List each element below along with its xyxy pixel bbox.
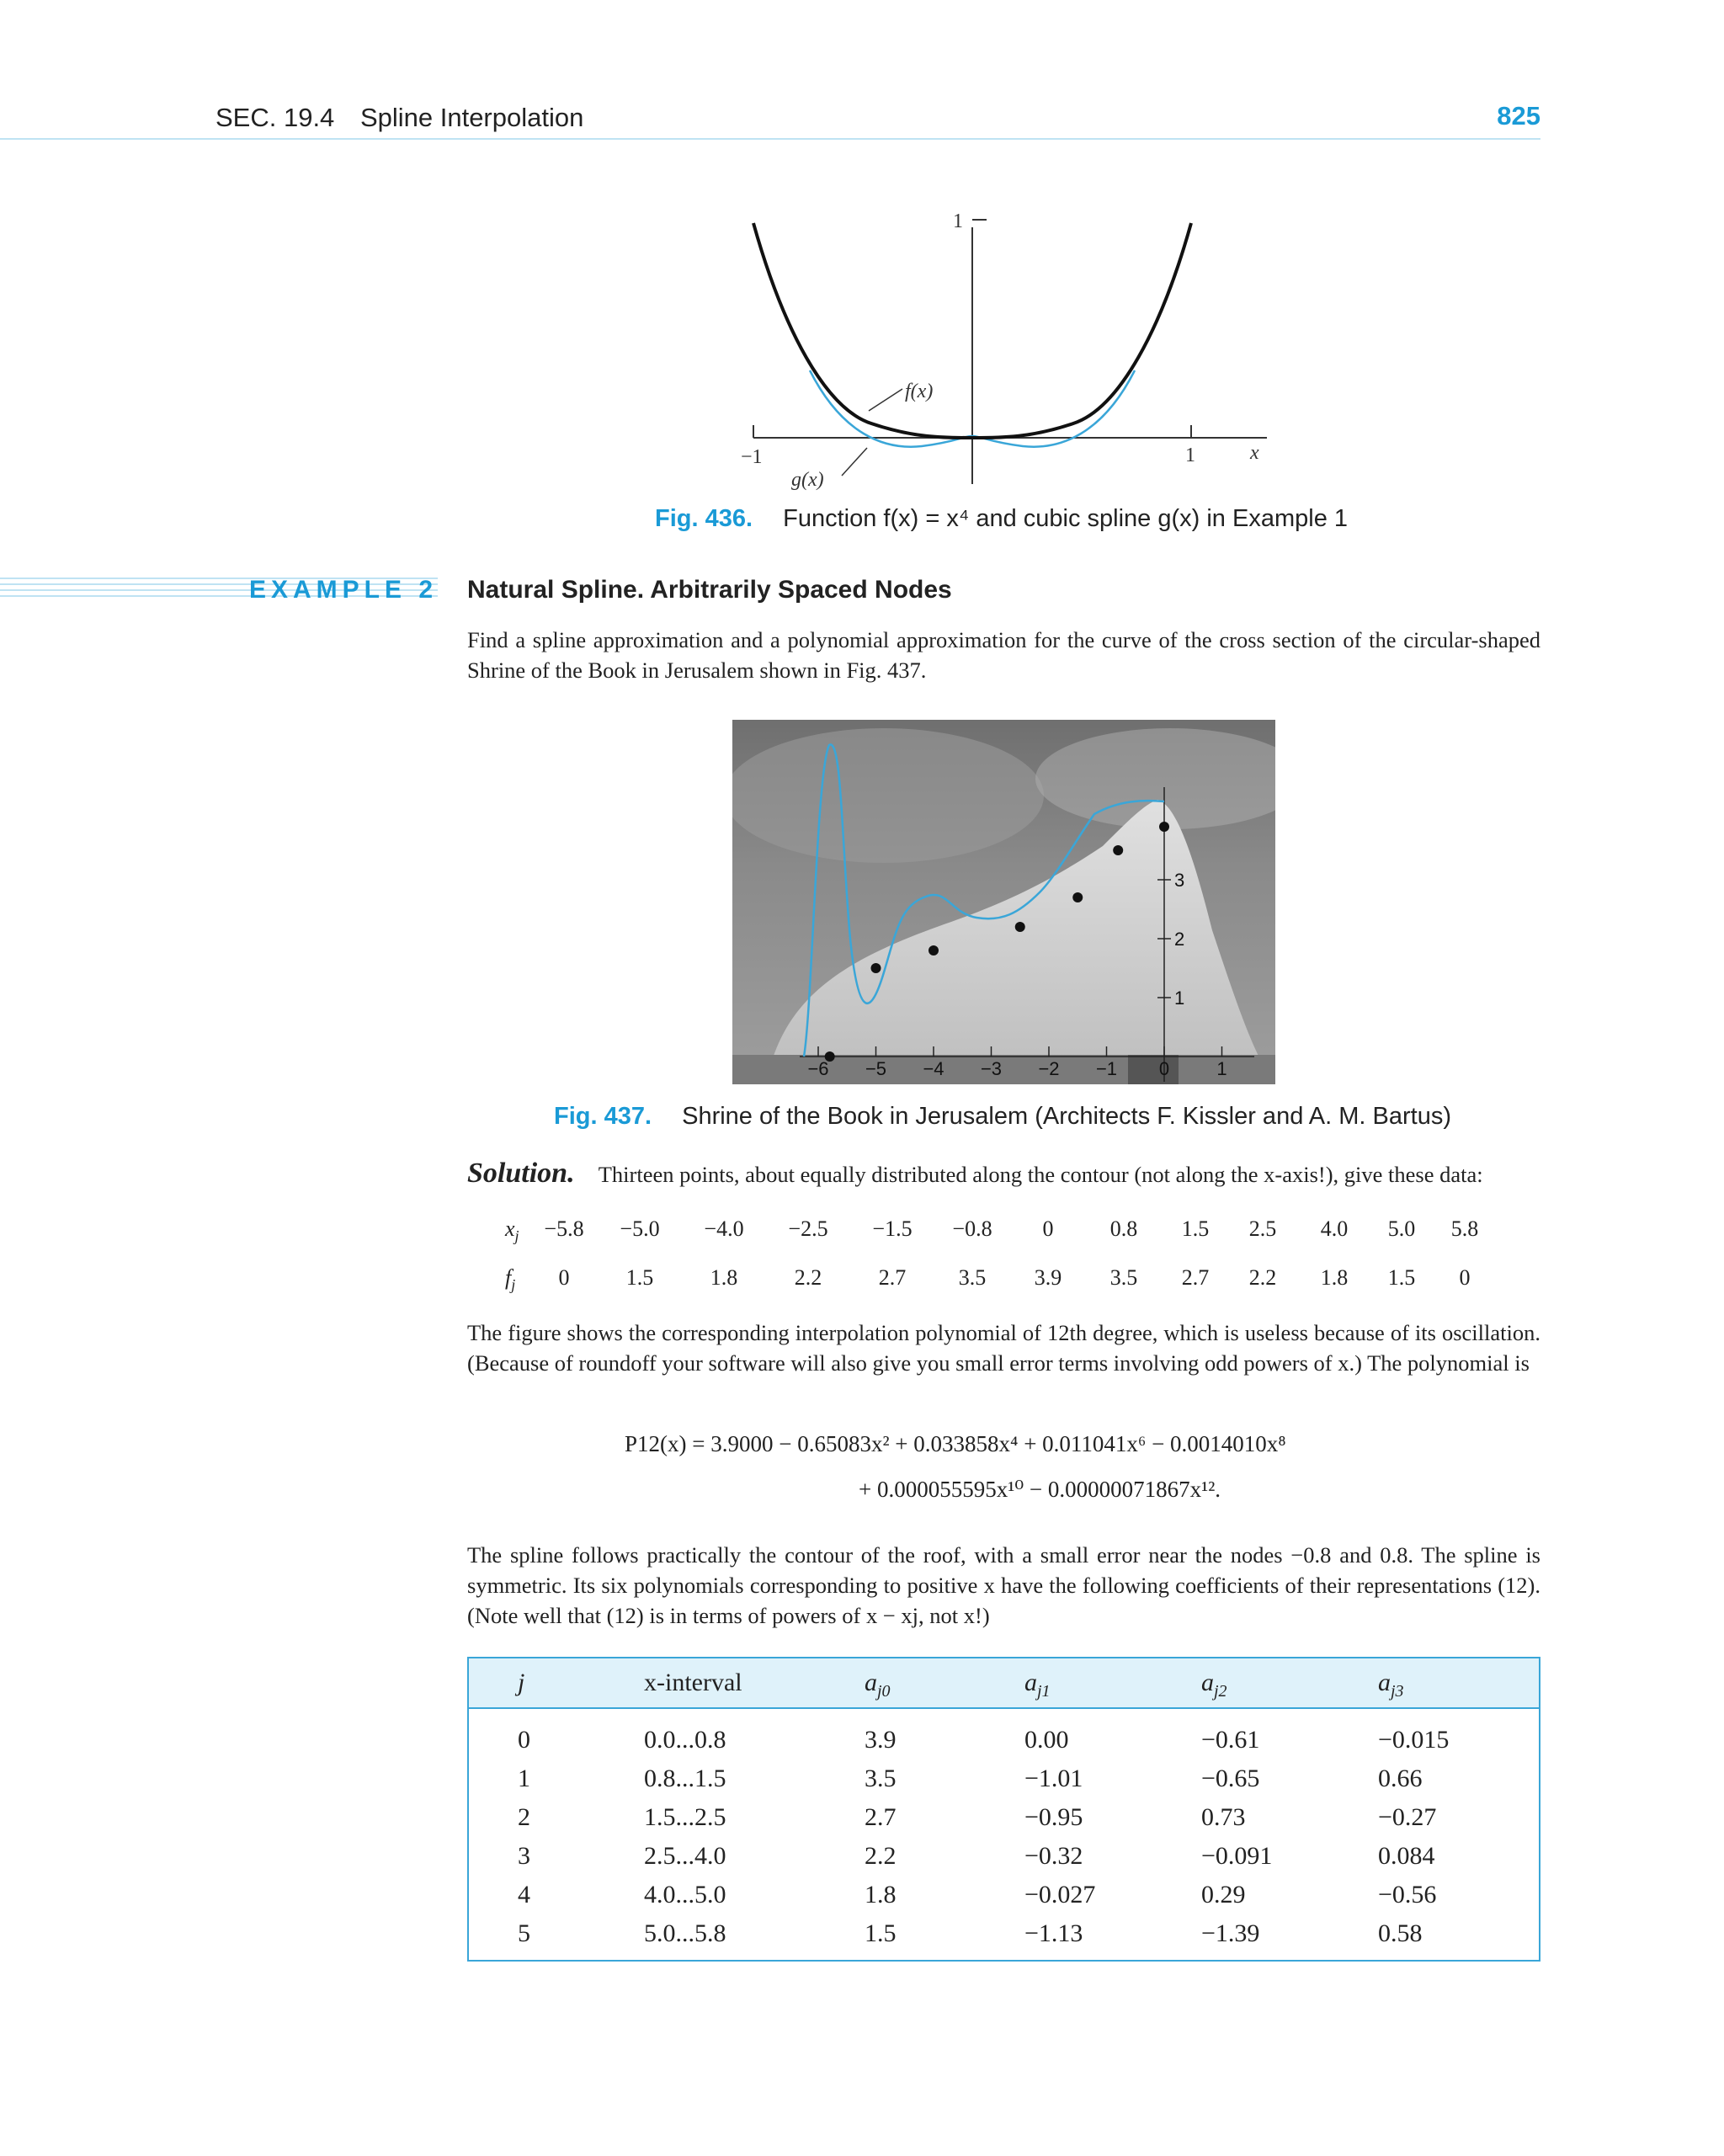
example-title: Natural Spline. Arbitrarily Spaced Nodes: [467, 576, 952, 604]
running-head: [216, 103, 583, 133]
fig437-caption: [554, 1103, 1451, 1131]
f-value: 1.8: [710, 1265, 738, 1290]
f-value: 3.5: [1109, 1265, 1138, 1290]
equation-line-2: + 0.000055595x¹⁰ − 0.00000071867x¹².: [859, 1477, 1221, 1502]
x-value: −0.8: [952, 1216, 992, 1241]
coef-table-row: [469, 1765, 1539, 1803]
fig437-caption-text: Shrine of the Book in Jerusalem (Architects F. Kissler and A. M. Bartus): [682, 1103, 1451, 1130]
x-tick-label: 0: [1158, 1058, 1170, 1079]
row-label-f: $f_j$: [505, 1265, 516, 1294]
coef-table-cell: −0.027: [1024, 1881, 1096, 1908]
x-value: 5.8: [1450, 1216, 1479, 1241]
coef-table-cell: 0.73: [1201, 1803, 1246, 1831]
fig437-label: Fig. 437.: [554, 1103, 652, 1130]
f-value: 3.9: [1034, 1265, 1062, 1290]
row-label-x: $x_j$: [505, 1216, 519, 1245]
f-value: 2.7: [1181, 1265, 1210, 1290]
pointer-g: [842, 448, 867, 476]
section-title: Spline Interpolation: [359, 103, 584, 132]
coef-table-cell: 1.5...2.5: [644, 1803, 726, 1831]
f-value: 2.7: [878, 1265, 907, 1290]
coef-table-cell: 1: [518, 1765, 530, 1792]
pointer-f: [869, 389, 902, 411]
example-label: EXAMPLE 2: [249, 576, 439, 604]
y-tick-label: 2: [1174, 929, 1185, 950]
coef-table-cell: 4.0...5.0: [644, 1881, 726, 1908]
coef-table-cell: −1.01: [1024, 1765, 1083, 1792]
x-tick-label: 1: [1216, 1058, 1227, 1079]
data-point: [1159, 822, 1169, 832]
solution-text: Thirteen points, about equally distributed along the contour (not along the x-axis!), give these data:: [598, 1162, 1483, 1187]
coef-table-cell: 0.29: [1201, 1881, 1246, 1908]
coef-table-cell: 1.8: [865, 1881, 897, 1908]
paragraph-polynomial: The figure shows the corresponding interpolation polynomial of 12th degree, which is useless because of its oscillation. (Because of roundoff your software will also give you small error terms involving odd powers of x.) The polynomial is: [467, 1320, 1540, 1376]
page-number: 825: [1497, 101, 1540, 130]
data-point: [871, 963, 881, 973]
f-value: 1.5: [625, 1265, 654, 1290]
coef-table-cell: 0.66: [1378, 1765, 1423, 1792]
coef-table-cell: 2.7: [865, 1803, 897, 1831]
x-value: −2.5: [788, 1216, 828, 1241]
f-value: 2.2: [1248, 1265, 1277, 1290]
data-point: [1072, 892, 1083, 902]
coefficient-table-header: [469, 1658, 1539, 1709]
f-value: 2.2: [794, 1265, 822, 1290]
coef-table-row: [469, 1842, 1539, 1881]
x-value: 2.5: [1248, 1216, 1277, 1241]
coef-table-row: [469, 1803, 1539, 1842]
x-tick-label: −2: [1038, 1058, 1060, 1079]
x-tick-label: −5: [865, 1058, 887, 1079]
coef-table-cell: 4: [518, 1881, 530, 1908]
example-intro: Find a spline approximation and a polynomial approximation for the curve of the cross section of the circular-shaped Shrine of the Book in Jerusalem shown in Fig. 437.: [467, 627, 1540, 683]
coef-table-row: [469, 1919, 1539, 1958]
data-point: [1015, 922, 1025, 932]
x-value: 5.0: [1387, 1216, 1416, 1241]
coef-table-row: [469, 1726, 1539, 1765]
dark-band: [1128, 1055, 1179, 1084]
equation-line-1: P12(x) = 3.9000 − 0.65083x² + 0.033858x⁴ + 0.011041x⁶ − 0.0014010x⁸: [625, 1431, 1286, 1456]
coef-table-cell: 3.9: [865, 1726, 897, 1754]
fig436-caption: [655, 505, 1348, 533]
x-value: 0.8: [1109, 1216, 1138, 1241]
coef-table-cell: 1.5: [865, 1919, 897, 1947]
x-value: −5.8: [544, 1216, 584, 1241]
x-value: 1.5: [1181, 1216, 1210, 1241]
coef-table-cell: 0.8...1.5: [644, 1765, 726, 1792]
coef-table-cell: −0.27: [1378, 1803, 1437, 1831]
coef-table-cell: 0.58: [1378, 1919, 1423, 1947]
coef-table-cell: −0.65: [1201, 1765, 1260, 1792]
section-number: SEC. 19.4: [216, 103, 335, 132]
paragraph-spline: The spline follows practically the contour of the roof, with a small error near the nodes −0.8 and 0.8. The spline is symmetric. Its six polynomials corresponding to positive x have the following coefficients of their representations (12). (Note well that (12) is in terms of powers of x − xj, not x!): [467, 1542, 1540, 1628]
coef-table-cell: 2: [518, 1803, 530, 1831]
coef-table-row: [469, 1881, 1539, 1919]
coef-table-cell: 5.0...5.8: [644, 1919, 726, 1947]
x-value: 0: [1042, 1216, 1054, 1241]
data-point: [1113, 845, 1123, 855]
header-rule: [0, 138, 1540, 140]
coefficient-table: [467, 1657, 1540, 1962]
coef-table-cell: 3.5: [865, 1765, 897, 1792]
x-tick-label: −1: [1095, 1058, 1118, 1079]
fig436-caption-text: Function f(x) = x⁴ and cubic spline g(x) in Example 1: [783, 505, 1349, 532]
coef-header-cell: $a_{j0}$: [865, 1669, 891, 1701]
cloud: [732, 728, 1044, 863]
coef-header-cell: x-interval: [644, 1669, 742, 1696]
label-axis-x: x: [1250, 442, 1259, 464]
x-tick-label: −4: [923, 1058, 944, 1079]
label-neg1: −1: [741, 446, 763, 468]
coef-table-cell: 5: [518, 1919, 530, 1947]
figure-436: [724, 210, 1280, 497]
x-value: −4.0: [704, 1216, 744, 1241]
coef-table-cell: −1.39: [1201, 1919, 1260, 1947]
f-value: 1.5: [1387, 1265, 1416, 1290]
coef-table-cell: 0.00: [1024, 1726, 1069, 1754]
y-tick-label: 3: [1174, 870, 1185, 891]
label-pos1: 1: [1185, 445, 1195, 466]
coef-table-cell: 0: [518, 1726, 530, 1754]
coef-table-cell: 3: [518, 1842, 530, 1870]
x-value: −1.5: [872, 1216, 913, 1241]
solution-paragraph: [467, 1158, 1540, 1190]
f-value: 0: [558, 1265, 570, 1290]
label-f: f(x): [905, 381, 934, 402]
coef-table-cell: −1.13: [1024, 1919, 1083, 1947]
coef-header-cell: $a_{j3}$: [1378, 1669, 1404, 1701]
coef-table-cell: 2.5...4.0: [644, 1842, 726, 1870]
f-value: 1.8: [1320, 1265, 1349, 1290]
coef-table-cell: 0.084: [1378, 1842, 1435, 1870]
coef-table-cell: 2.2: [865, 1842, 897, 1870]
x-value: −5.0: [620, 1216, 660, 1241]
coef-header-cell: j: [518, 1669, 525, 1696]
fig436-label: Fig. 436.: [655, 505, 753, 532]
label-g: g(x): [791, 469, 824, 491]
x-tick-label: −6: [807, 1058, 829, 1079]
x-tick-label: −3: [980, 1058, 1003, 1079]
coef-table-cell: −0.56: [1378, 1881, 1437, 1908]
coef-header-cell: $a_{j2}$: [1201, 1669, 1227, 1701]
coef-table-cell: −0.091: [1201, 1842, 1273, 1870]
coef-table-cell: −0.015: [1378, 1726, 1450, 1754]
f-value: 0: [1459, 1265, 1471, 1290]
label-y1: 1: [953, 210, 963, 232]
coef-table-cell: −0.32: [1024, 1842, 1083, 1870]
x-value: 4.0: [1320, 1216, 1349, 1241]
figure-437-photo: [732, 720, 1275, 1084]
coef-table-cell: 0.0...0.8: [644, 1726, 726, 1754]
coef-table-cell: −0.61: [1201, 1726, 1260, 1754]
coef-table-cell: −0.95: [1024, 1803, 1083, 1831]
data-point: [929, 945, 939, 956]
y-tick-labels: [1174, 870, 1184, 1009]
solution-label: Solution.: [467, 1158, 575, 1189]
coef-header-cell: $a_{j1}$: [1024, 1669, 1051, 1701]
y-tick-label: 1: [1174, 988, 1185, 1009]
f-value: 3.5: [958, 1265, 987, 1290]
